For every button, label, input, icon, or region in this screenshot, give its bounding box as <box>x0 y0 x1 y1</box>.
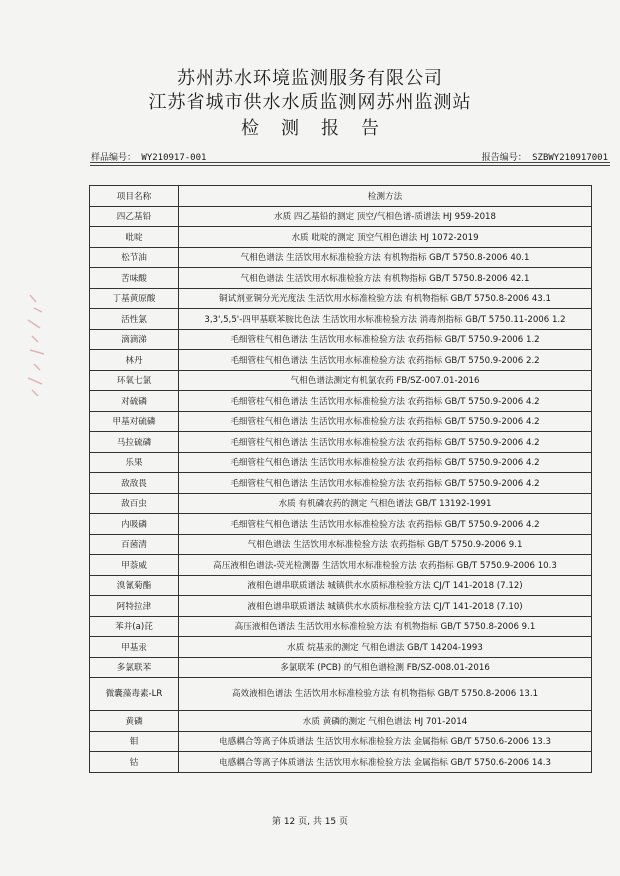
table-row <box>90 678 592 711</box>
method-cell: 毛细管柱气相色谱法 生活饮用水标准检验方法 农药指标 GB/T 5750.9-2006 4.2 <box>179 452 592 473</box>
method-cell: 毛细管柱气相色谱法 生活饮用水标准检验方法 农药指标 GB/T 5750.9-2006 2.2 <box>179 350 592 371</box>
item-name-cell: 微囊藻毒素-LR <box>90 678 179 711</box>
item-name-cell: 苯并(a)芘 <box>90 616 179 637</box>
item-name-cell: 马拉硫磷 <box>90 432 179 453</box>
item-name-cell: 钼 <box>90 731 179 752</box>
method-cell: 水质 吡啶的测定 顶空气相色谱法 HJ 1072-2019 <box>179 227 592 248</box>
method-cell: 毛细管柱气相色谱法 生活饮用水标准检验方法 农药指标 GB/T 5750.9-2006 4.2 <box>179 473 592 494</box>
table-row <box>90 227 592 248</box>
method-cell: 水质 四乙基铅的测定 顶空/气相色谱-质谱法 HJ 959-2018 <box>179 206 592 227</box>
table-row <box>90 473 592 494</box>
method-cell: 水质 有机磷农药的测定 气相色谱法 GB/T 13192-1991 <box>179 493 592 514</box>
method-cell: 毛细管柱气相色谱法 生活饮用水标准检验方法 农药指标 GB/T 5750.9-2006 4.2 <box>179 432 592 453</box>
method-cell: 液相色谱串联质谱法 城镇供水水质标准检验方法 CJ/T 141-2018 (7.12) <box>179 575 592 596</box>
table-row <box>90 329 592 350</box>
methods-table <box>89 185 592 773</box>
table-row <box>90 288 592 309</box>
method-cell: 毛细管柱气相色谱法 生活饮用水标准检验方法 农药指标 GB/T 5750.9-2006 1.2 <box>179 329 592 350</box>
item-name-cell: 黄磷 <box>90 711 179 732</box>
item-name-cell: 敌百虫 <box>90 493 179 514</box>
item-name-cell: 吡啶 <box>90 227 179 248</box>
page-number: 第 12 页, 共 15 页 <box>271 817 349 827</box>
item-name-cell: 环氧七氯 <box>90 370 179 391</box>
method-cell: 多氯联苯 (PCB) 的气相色谱检测 FB/SZ-008.01-2016 <box>179 657 592 678</box>
table-row <box>90 411 592 432</box>
method-cell: 3,3',5,5'-四甲基联苯胺比色法 生活饮用水标准检验方法 消毒剂指标 GB/T 5750.11-2006 1.2 <box>179 309 592 330</box>
item-name-cell: 苦味酸 <box>90 268 179 289</box>
header-rule-double <box>90 165 610 166</box>
company-name: 苏州苏水环境监测服务有限公司 <box>177 68 443 89</box>
method-cell: 电感耦合等离子体质谱法 生活饮用水标准检验方法 金属指标 GB/T 5750.6-2006 14.3 <box>179 752 592 773</box>
method-cell: 高效液相色谱法 生活饮用水标准检验方法 有机物指标 GB/T 5750.8-2006 13.1 <box>179 678 592 711</box>
header-method: 检测方法 <box>179 186 592 207</box>
item-name-cell: 对硫磷 <box>90 391 179 412</box>
table-row <box>90 247 592 268</box>
table-header-row <box>90 186 592 207</box>
sample-number: 样品编号： WY210917-001 <box>91 153 207 163</box>
table-row <box>90 391 592 412</box>
table-row <box>90 616 592 637</box>
table-row <box>90 206 592 227</box>
table-row <box>90 555 592 576</box>
item-name-cell: 滴滴涕 <box>90 329 179 350</box>
item-name-cell: 四乙基铅 <box>90 206 179 227</box>
method-cell: 水质 烷基汞的测定 气相色谱法 GB/T 14204-1993 <box>179 637 592 658</box>
item-name-cell: 林丹 <box>90 350 179 371</box>
item-name-cell: 丁基黄原酸 <box>90 288 179 309</box>
item-name-cell: 乐果 <box>90 452 179 473</box>
method-cell: 电感耦合等离子体质谱法 生活饮用水标准检验方法 金属指标 GB/T 5750.6-2006 13.3 <box>179 731 592 752</box>
item-name-cell: 甲萘威 <box>90 555 179 576</box>
method-cell: 水质 黄磷的测定 气相色谱法 HJ 701-2014 <box>179 711 592 732</box>
method-cell: 气相色谱法 生活饮用水标准检验方法 有机物指标 GB/T 5750.8-2006 40.1 <box>179 247 592 268</box>
table-row <box>90 514 592 535</box>
item-name-cell: 活性氯 <box>90 309 179 330</box>
table-row <box>90 350 592 371</box>
table-row <box>90 534 592 555</box>
header-rule <box>90 162 610 163</box>
table-row <box>90 309 592 330</box>
table-row <box>90 637 592 658</box>
method-cell: 气相色谱法测定有机氯农药 FB/SZ-007.01-2016 <box>179 370 592 391</box>
table-row <box>90 493 592 514</box>
item-name-cell: 百菌清 <box>90 534 179 555</box>
method-cell: 气相色谱法 生活饮用水标准检验方法 有机物指标 GB/T 5750.8-2006 42.1 <box>179 268 592 289</box>
method-cell: 铜试剂亚铜分光光度法 生活饮用水标准检验方法 有机物指标 GB/T 5750.8-2006 43.1 <box>179 288 592 309</box>
item-name-cell: 甲基对硫磷 <box>90 411 179 432</box>
table-row <box>90 432 592 453</box>
item-name-cell: 溴氰菊酯 <box>90 575 179 596</box>
method-cell: 毛细管柱气相色谱法 生活饮用水标准检验方法 农药指标 GB/T 5750.9-2006 4.2 <box>179 391 592 412</box>
item-name-cell: 阿特拉津 <box>90 596 179 617</box>
seal-stamp-icon <box>22 290 52 400</box>
item-name-cell: 甲基汞 <box>90 637 179 658</box>
item-name-cell: 多氯联苯 <box>90 657 179 678</box>
report-title: 检测报告 <box>241 118 401 139</box>
table-row <box>90 731 592 752</box>
report-number: 报告编号： SZBWY210917001 <box>481 153 608 163</box>
item-name-cell: 敌敌畏 <box>90 473 179 494</box>
method-cell: 高压液相色谱法-荧光检测器 生活饮用水标准检验方法 农药指标 GB/T 5750.9-2006 10.3 <box>179 555 592 576</box>
table-row <box>90 575 592 596</box>
method-cell: 高压液相色谱法 生活饮用水标准检验方法 有机物指标 GB/T 5750.8-2006 9.1 <box>179 616 592 637</box>
method-cell: 气相色谱法 生活饮用水标准检验方法 农药指标 GB/T 5750.9-2006 9.1 <box>179 534 592 555</box>
header-item-name: 项目名称 <box>90 186 179 207</box>
item-name-cell: 钴 <box>90 752 179 773</box>
station-name: 江苏省城市供水水质监测网苏州监测站 <box>148 92 472 113</box>
method-cell: 液相色谱串联质谱法 城镇供水水质标准检验方法 CJ/T 141-2018 (7.10) <box>179 596 592 617</box>
table-row <box>90 752 592 773</box>
method-cell: 毛细管柱气相色谱法 生活饮用水标准检验方法 农药指标 GB/T 5750.9-2006 4.2 <box>179 514 592 535</box>
table-row <box>90 711 592 732</box>
item-name-cell: 内吸磷 <box>90 514 179 535</box>
table-row <box>90 596 592 617</box>
table-row <box>90 370 592 391</box>
table-row <box>90 268 592 289</box>
table-row <box>90 657 592 678</box>
table-row <box>90 452 592 473</box>
item-name-cell: 松节油 <box>90 247 179 268</box>
method-cell: 毛细管柱气相色谱法 生活饮用水标准检验方法 农药指标 GB/T 5750.9-2006 4.2 <box>179 411 592 432</box>
